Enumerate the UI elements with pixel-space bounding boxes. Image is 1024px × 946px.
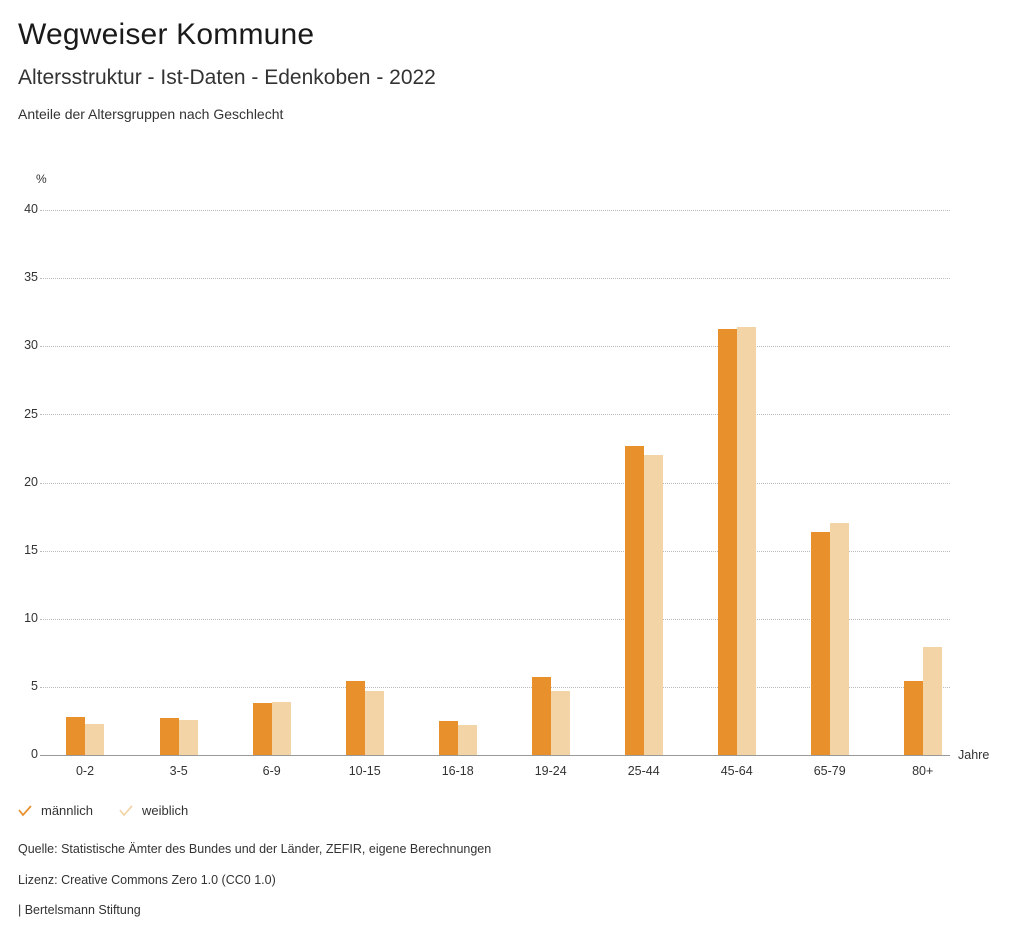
y-tick-40: 40: [24, 202, 38, 216]
bar-weiblich-80plus[interactable]: [923, 647, 942, 755]
footer-source: Quelle: Statistische Ämter des Bundes und der Länder, ZEFIR, eigene Berechnungen: [18, 842, 492, 856]
y-tick-10: 10: [24, 611, 38, 625]
legend-label-weiblich: weiblich: [142, 803, 189, 818]
x-tick-25-44: 25-44: [627, 764, 660, 778]
bar-weiblich-16-18[interactable]: [458, 725, 477, 755]
bar-weiblich-6-9[interactable]: [272, 702, 291, 755]
check-icon: [18, 804, 32, 818]
bar-weiblich-0-2[interactable]: [85, 724, 104, 755]
bar-maennlich-45-64[interactable]: [718, 329, 737, 756]
bar-maennlich-65-79[interactable]: [811, 532, 830, 756]
page-subsubtitle: Anteile der Altersgruppen nach Geschlecht: [18, 106, 284, 122]
x-tick-80plus: 80+: [912, 764, 934, 778]
bar-weiblich-45-64[interactable]: [737, 327, 756, 755]
x-axis-title: Jahre: [958, 748, 990, 762]
legend-item-maennlich[interactable]: [18, 803, 93, 818]
x-tick-6-9: 6-9: [262, 764, 281, 778]
page-title: Wegweiser Kommune: [18, 18, 315, 51]
check-icon: [119, 804, 133, 818]
x-tick-10-15: 10-15: [348, 764, 381, 778]
bar-weiblich-25-44[interactable]: [644, 455, 663, 755]
bar-maennlich-25-44[interactable]: [625, 446, 644, 755]
x-axis-line: [40, 755, 950, 756]
y-tick-35: 35: [24, 270, 38, 284]
footer: [18, 843, 491, 917]
x-tick-0-2: 0-2: [75, 764, 95, 778]
x-tick-16-18: 16-18: [441, 764, 474, 778]
y-axis-unit-label: %: [36, 172, 47, 186]
y-tick-5: 5: [31, 679, 38, 693]
legend-label-maennlich: männlich: [41, 803, 94, 818]
bar-weiblich-19-24[interactable]: [551, 691, 570, 755]
y-tick-30: 30: [24, 338, 38, 352]
bar-maennlich-0-2[interactable]: [66, 717, 85, 755]
bar-maennlich-3-5[interactable]: [160, 718, 179, 755]
y-tick-15: 15: [24, 543, 38, 557]
bar-weiblich-10-15[interactable]: [365, 691, 384, 755]
footer-publisher: | Bertelsmann Stiftung: [18, 903, 141, 917]
plot-area: [40, 210, 950, 755]
bar-maennlich-6-9[interactable]: [253, 703, 272, 755]
bar-maennlich-10-15[interactable]: [346, 681, 365, 755]
x-tick-65-79: 65-79: [813, 764, 846, 778]
bar-maennlich-19-24[interactable]: [532, 677, 551, 755]
legend-item-weiblich[interactable]: [119, 803, 188, 818]
y-tick-25: 25: [24, 407, 38, 421]
x-tick-3-5: 3-5: [169, 764, 188, 778]
y-tick-0: 0: [31, 747, 38, 761]
bar-maennlich-16-18[interactable]: [439, 721, 458, 755]
bar-maennlich-80plus[interactable]: [904, 681, 923, 755]
bars-layer: [40, 210, 950, 755]
x-tick-45-64: 45-64: [720, 764, 753, 778]
x-tick-19-24: 19-24: [534, 764, 567, 778]
bar-weiblich-3-5[interactable]: [179, 720, 198, 755]
page-subtitle: Altersstruktur - Ist-Daten - Edenkoben - 2022: [18, 66, 436, 89]
legend: [18, 803, 188, 818]
bar-weiblich-65-79[interactable]: [830, 523, 849, 755]
footer-license: Lizenz: Creative Commons Zero 1.0 (CC0 1.0): [18, 872, 276, 887]
y-tick-20: 20: [24, 475, 38, 489]
